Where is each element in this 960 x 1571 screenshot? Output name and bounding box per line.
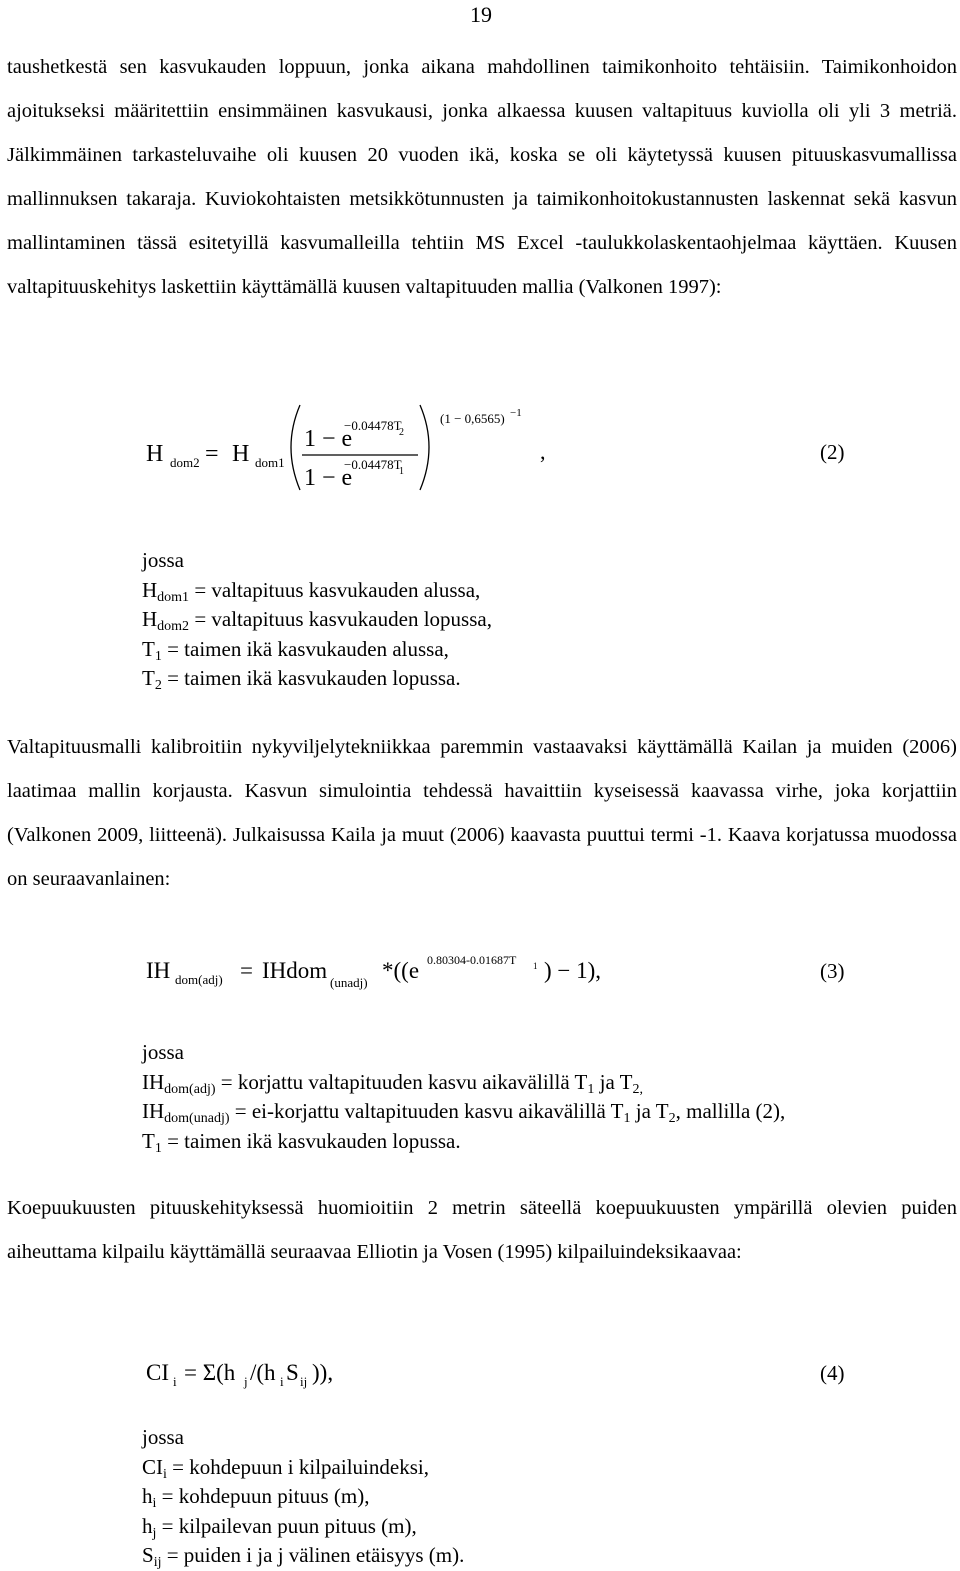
definitions-eq3	[142, 1038, 785, 1156]
eq4-number: (4)	[820, 1361, 845, 1385]
eq4-rhs-sub-j: j	[244, 1374, 248, 1389]
definition-item: $h_i$ = kohdepuun pituus (m),	[142, 1484, 370, 1511]
eq2-lhs: H	[146, 441, 164, 467]
eq2-power: (1 − 0,6565)	[440, 411, 505, 426]
eq2-numerator-exp: −0.04478T	[344, 418, 402, 433]
eq3-number: (3)	[820, 959, 845, 983]
eq3-mid: *((e	[382, 958, 420, 983]
eq3-rhs: IHdom	[262, 958, 328, 983]
eq2-lhs-sub: dom2	[170, 455, 200, 470]
definition-item: $H_{dom2}$ = valtapituus kasvukauden lopussa,	[142, 607, 492, 634]
eq2-comma: ,	[540, 439, 546, 464]
eq2-equals: =	[205, 441, 219, 467]
eq2-denominator: 1 − e	[304, 465, 353, 491]
definition-item: $h_j$ = kilpailevan puun pituus (m),	[142, 1513, 417, 1541]
eq2-right-paren	[420, 405, 429, 490]
definition-item: $IH_{dom(adj)}$ = korjattu valtapituuden kasvu aikavälillä $T_1$ ja $T_{2,}$	[142, 1069, 643, 1097]
definition-item: $CI_i$ = kohdepuun i kilpailuindeksi,	[142, 1454, 429, 1482]
eq3-rhs-sub: (unadj)	[330, 975, 368, 990]
equation-4-graphic	[0, 1350, 960, 1400]
eq4-rhs-sub-ij: ij	[300, 1374, 308, 1389]
eq3-exp-sub: 1	[533, 961, 538, 971]
defs-intro: jossa	[142, 548, 184, 572]
definition-item: $T_2$ = taimen ikä kasvukauden lopussa.	[142, 666, 461, 693]
definition-item: $H_{dom1}$ = valtapituus kasvukauden alussa,	[142, 577, 481, 605]
equation-2-graphic	[0, 395, 960, 515]
eq2-left-paren	[291, 405, 300, 490]
eq2-numerator: 1 − e	[304, 426, 353, 452]
eq4-tail: )),	[312, 1360, 334, 1385]
eq4-rhs-sub-i: i	[280, 1374, 284, 1389]
definition-item: $S_{ij}$ = puiden i ja j välinen etäisyys (m).	[142, 1543, 465, 1570]
definition-item: $IH_{dom(unadj)}$ = ei-korjattu valtapituuden kasvu aikavälillä $T_1$ ja $T_2$, mallilla (2),	[142, 1099, 786, 1126]
eq4-lhs-sub: i	[173, 1374, 177, 1389]
definitions-eq4	[142, 1423, 464, 1571]
eq3-exp: 0.80304-0.01687T	[427, 953, 517, 967]
eq4-lhs: CI	[146, 1360, 169, 1385]
eq3-lhs-sub: dom(adj)	[175, 972, 223, 987]
eq2-numerator-exp-sub: 2	[399, 427, 404, 438]
eq2-power-exp: −1	[510, 407, 522, 419]
eq4-mid: /(h	[250, 1360, 276, 1385]
eq2-rhs: H	[232, 441, 250, 467]
definitions-eq2	[142, 546, 492, 694]
defs-intro: jossa	[142, 1425, 184, 1449]
eq2-number: (2)	[820, 440, 845, 464]
definition-item: $T_1$ = taimen ikä kasvukauden alussa,	[142, 636, 449, 664]
paragraph-1: taushetkestä sen kasvukauden loppuun, jonka aikana mahdollinen taimikonhoito tehtäisiin. Taimikonhoidon ajoitukseksi määritettiin ensimmäinen kasvukausi, jonka alkaessa kuusen valtapituus kuviolla oli yli 3 metriä. Jälkimmäinen tarkasteluvaihe oli kuusen 20 vuoden ikä, koska se oli käytetyssä kuusen pituuskasvumallissa mallinnuksen takaraja. Kuviokohtaisten metsikkötunnusten ja taimikonhoitokustannusten laskennat sekä kasvun mallintaminen tässä esitetyillä kasvumalleilla tehtiin MS Excel -taulukkolaskentaohjelmaa käyttäen. Kuusen valtapituuskehitys laskettiin käyttämällä kuusen valtapituuden mallia (Valkonen 1997):	[7, 56, 957, 298]
paragraph-3: Koepuukuusten pituuskehityksessä huomioitiin 2 metrin säteellä koepuukuusten ympärillä olevien puiden aiheuttama kilpailu käyttämällä seuraavaa Elliotin ja Vosen (1995) kilpailuindeksikaavaa:	[7, 1197, 957, 1263]
eq4-s: S	[286, 1360, 299, 1385]
eq2-denominator-exp: −0.04478T	[344, 457, 402, 472]
paragraph-2: Valtapituusmalli kalibroitiin nykyviljelytekniikkaa paremmin vastaavaksi käyttämällä Kailan ja muiden (2006) laatimaa mallin korjausta. Kasvun simulointia tehdessä havaittiin kyseisessä kaavassa virhe, joka korjattiin (Valkonen 2009, liitteenä). Julkaisussa Kaila ja muut (2006) kaavasta puuttui termi -1. Kaava korjatussa muodossa on seuraavanlainen:	[7, 736, 957, 890]
page-number: 19	[470, 2, 492, 27]
eq2-rhs-sub: dom1	[255, 455, 285, 470]
defs-intro: jossa	[142, 1040, 184, 1064]
equation-3-graphic	[0, 940, 960, 1000]
eq3-equals: =	[240, 958, 253, 983]
eq2-denominator-exp-sub: 1	[399, 466, 404, 477]
definition-item: $T_1$ = taimen ikä kasvukauden lopussa.	[142, 1128, 461, 1156]
eq3-lhs: IH	[146, 958, 171, 983]
eq4-rhs: = Σ(h	[184, 1360, 236, 1385]
eq3-tail: ) − 1),	[544, 958, 602, 983]
